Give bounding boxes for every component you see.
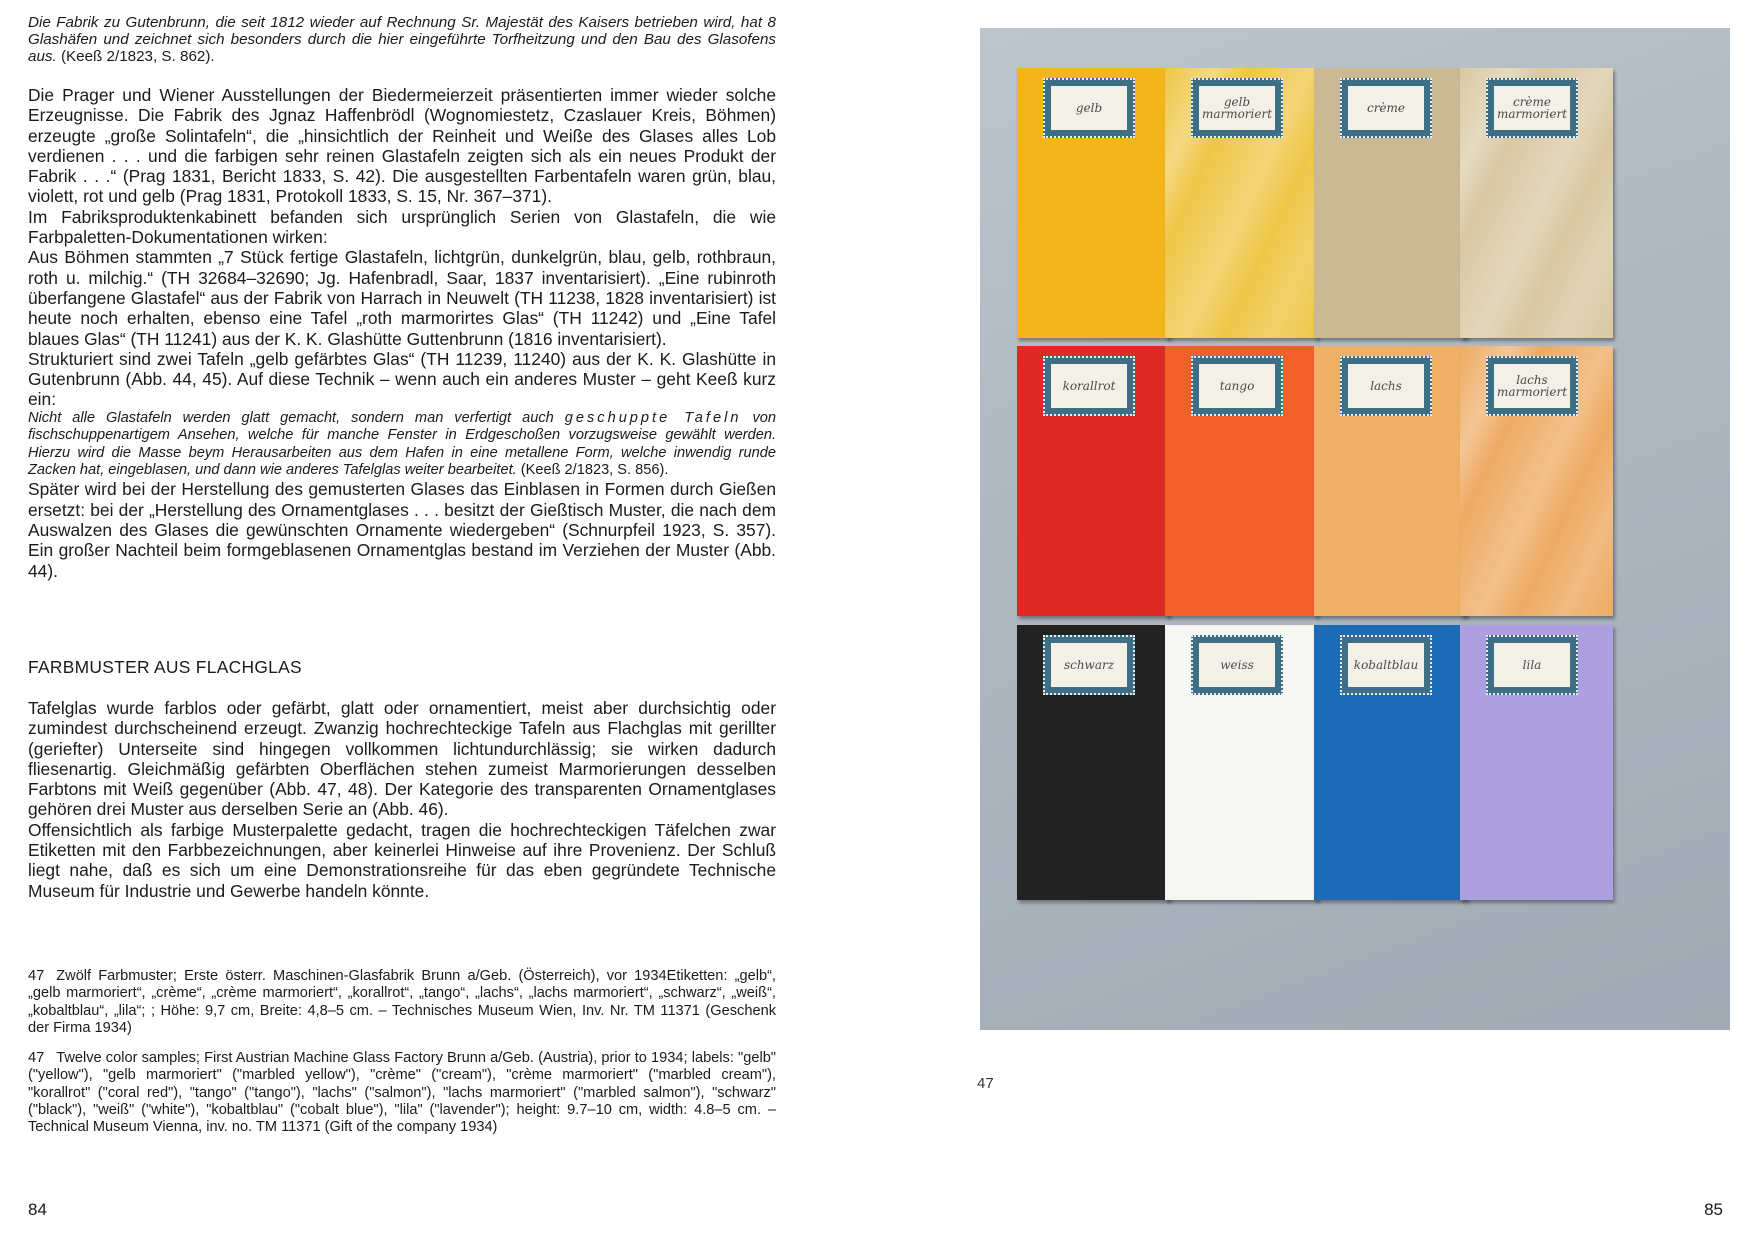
caption-german-text: Zwölf Farbmuster; Erste österr. Maschinen-Glasfabrik Brunn a/Geb. (Österreich), vor 1934Etiketten: „gelb“, „gelb marmoriert“, „crème“, „crème marmoriert“, „korallrot“, „tango“, „lachs“, „lachs marmoriert“, „schwarz“, „weiß“, „kobaltblau“, „lila“; ; Höhe: 9,7 cm, Breite: 4,8–5 cm. – Technisches Museum Wien, Inv. Nr. TM 11371 (Geschenk der Firma 1934) (28, 968, 776, 1036)
section-text (28, 698, 776, 901)
color-swatch-12 (1460, 625, 1613, 900)
keess-quote-reference: (Keeß 2/1823, S. 856). (520, 461, 669, 478)
swatch-label-text: weiss (1199, 643, 1275, 687)
swatch-label-text: lachs (1348, 364, 1424, 408)
color-swatch-10 (1165, 625, 1318, 900)
color-samples-photo (980, 28, 1730, 1030)
swatch-label-text: schwarz (1051, 643, 1127, 687)
caption-english (28, 1050, 776, 1136)
color-swatch-2 (1165, 68, 1318, 338)
swatch-label-text: crème marmoriert (1494, 86, 1570, 130)
figure-label: 47 (977, 1075, 994, 1092)
paragraph-2: Im Fabriksproduktenkabinett befanden sich ursprünglich Serien von Glastafeln, die wie Farbpaletten-Dokumentationen wirken: (28, 206, 776, 248)
swatch-label (1043, 356, 1135, 416)
swatch-label-text: gelb (1051, 86, 1127, 130)
page-number-left: 84 (28, 1200, 47, 1219)
intro-quote-text: Die Fabrik zu Gutenbrunn, die seit 1812 wieder auf Rechnung Sr. Majestät des Kaisers betrieben wird, hat 8 Glashäfen und zeichnet sich besonders durch die hier eingeführte Torfheitzung und den Bau des Glasofens aus. (28, 14, 776, 66)
paragraph-5: Später wird bei der Herstellung des gemusterten Glases das Einblasen in Formen durch Gießen ersetzt: bei der „Herstellung des Ornamentglases . . . besitzt der Gießtisch Muster, die nach dem Auswalzen des Glases die gewünschten Ornamente wiedergeben“ (Schnurpfeil 1923, S. 357). Ein großer Nachteil beim formgeblasenen Ornamentglas bestand im Verziehen der Muster (Abb. 44). (28, 479, 776, 581)
swatch-label-text: crème (1348, 86, 1424, 130)
swatch-label (1340, 78, 1432, 138)
color-swatch-4 (1460, 68, 1613, 338)
swatch-label-text: gelb marmoriert (1199, 86, 1275, 130)
caption-german (28, 968, 776, 1037)
color-swatch-1 (1017, 68, 1170, 338)
swatch-label-text: tango (1199, 364, 1275, 408)
paragraph-7: Offensichtlich als farbige Musterpalette gedacht, tragen die hochrechteckigen Täfelchen zwar Etiketten mit den Farbbezeichnungen, aber keinerlei Hinweise auf ihre Provenienz. Der Schluß liegt nahe, daß es sich um eine Demonstrationsreihe für das eben gegründete Technische Museum für Industrie und Gewerbe handeln könnte. (28, 819, 776, 901)
color-swatch-9 (1017, 625, 1170, 900)
swatch-label (1043, 635, 1135, 695)
page-number-right: 85 (1704, 1200, 1723, 1219)
swatch-label (1191, 78, 1283, 138)
right-page (878, 0, 1757, 1243)
color-swatch-7 (1314, 346, 1467, 616)
swatch-label-text: lachs marmoriert (1494, 364, 1570, 408)
swatch-label-text: lila (1494, 643, 1570, 687)
intro-quote-reference: (Keeß 2/1823, S. 862). (60, 48, 215, 66)
color-swatch-11 (1314, 625, 1467, 900)
color-swatch-5 (1017, 346, 1170, 616)
keess-quote (28, 410, 776, 480)
swatch-label (1486, 356, 1578, 416)
keess-quote-spaced: geschuppte Tafeln (564, 409, 742, 426)
keess-quote-part-a: Nicht alle Glastafeln werden glatt gemacht, sondern man verfertigt auch (28, 409, 554, 426)
swatch-label (1486, 635, 1578, 695)
section-heading: FARBMUSTER AUS FLACHGLAS (28, 657, 302, 677)
paragraph-3: Aus Böhmen stammten „7 Stück fertige Glastafeln, lichtgrün, dunkelgrün, blau, gelb, rothbraun, roth u. milchig.“ (TH 32684–32690; Jg. Hafenbradl, Saar, 1837 inventarisiert). „Eine rubinroth überfangene Glastafel“ aus der Fabrik von Harrach in Neuwelt (TH 11238, 1828 inventarisiert) ist heute noch erhalten, ebenso eine Tafel „roth marmorirtes Glas“ (TH 11242) und „Eine Tafel blaues Glas“ (TH 11241) aus der K. K. Glashütte Guttenbrunn (1816 inventarisiert). (28, 247, 776, 349)
left-page (0, 0, 878, 1243)
paragraph-1: Die Prager und Wiener Ausstellungen der Biedermeierzeit präsentierten immer wieder solche Erzeugnisse. Die Fabrik des Jgnaz Haffenbrödl (Wognomiestetz, Czaslauer Kreis, Böhmen) erzeugte „große Solintafeln“, die „hinsichtlich der Reinheit und Weiße des Glases alles Lob verdienen . . . und die farbigen sehr reinen Glastafeln zeigten sich als ein neues Produkt der Fabrik . . .“ (Prag 1831, Bericht 1833, S. 42). Die ausgestellten Farbentafeln waren grün, blau, violett, rot und gelb (Prag 1831, Protokoll 1833, S. 15, Nr. 367–371). (28, 85, 776, 207)
swatch-label (1340, 356, 1432, 416)
swatch-label (1191, 635, 1283, 695)
swatch-label (1486, 78, 1578, 138)
swatch-label-text: kobaltblau (1348, 643, 1424, 687)
caption-german-number: 47 (28, 968, 45, 984)
paragraph-4: Strukturiert sind zwei Tafeln „gelb gefärbtes Glas“ (TH 11239, 11240) aus der K. K. Glashütte in Gutenbrunn (Abb. 44, 45). Auf diese Technik – wenn auch ein anderes Muster – geht Keeß kurz ein: (28, 348, 776, 410)
swatch-label (1340, 635, 1432, 695)
swatch-label-text: korallrot (1051, 364, 1127, 408)
intro-quote (28, 14, 776, 66)
caption-english-text: Twelve color samples; First Austrian Machine Glass Factory Brunn a/Geb. (Austria), prior to 1934; labels: "gelb" ("yellow"), "gelb marmoriert" ("marbled yellow"), "crème" ("cream"), "crème marmoriert" ("marbled cream"), "korallrot" ("coral red"), "tango" ("tango"), "lachs" ("salmon"), "lachs marmoriert" ("marbled salmon"), "schwarz" ("black"), "weiß" ("white"), "kobaltblau" ("cobalt blue"), "lila" ("lavender"); height: 9.7–10 cm, width: 4.8–5 cm. – Technical Museum Vienna, inv. no. TM 11371 (Gift of the company 1934) (28, 1050, 776, 1136)
swatch-label (1191, 356, 1283, 416)
keess-quote-part-b: von fischschuppenartigem Ansehen, welche für manche Fenster in Erdgeschoßen vorzugsweise gewählt werden. Hierzu wird die Masse beym Herausarbeiten aus dem Hafen in eine metallene Form, welche inwendig runde Zacken hat, eingeblasen, und dann wie anderes Tafelglas weiter bearbeitet. (28, 409, 776, 478)
paragraph-6: Tafelglas wurde farblos oder gefärbt, glatt oder ornamentiert, meist aber durchsichtig oder zumindest durchscheinend erzeugt. Zwanzig hochrechteckige Tafeln aus Flachglas mit gerillter (geriefter) Unterseite sind hingegen vollkommen lichtundurchlässig; sie wirken dadurch fliesenartig. Gleichmäßig gefärbten Oberflächen stehen zumeist Marmorierungen desselben Farbtons mit Weiß gegenüber (Abb. 47, 48). Der Kategorie des transparenten Ornamentglases gehören drei Muster aus derselben Serie an (Abb. 46). (28, 698, 776, 820)
swatch-label (1043, 78, 1135, 138)
color-swatch-3 (1314, 68, 1467, 338)
main-text (28, 85, 776, 581)
color-swatch-6 (1165, 346, 1318, 616)
color-swatch-8 (1460, 346, 1613, 616)
caption-english-number: 47 (28, 1050, 45, 1066)
